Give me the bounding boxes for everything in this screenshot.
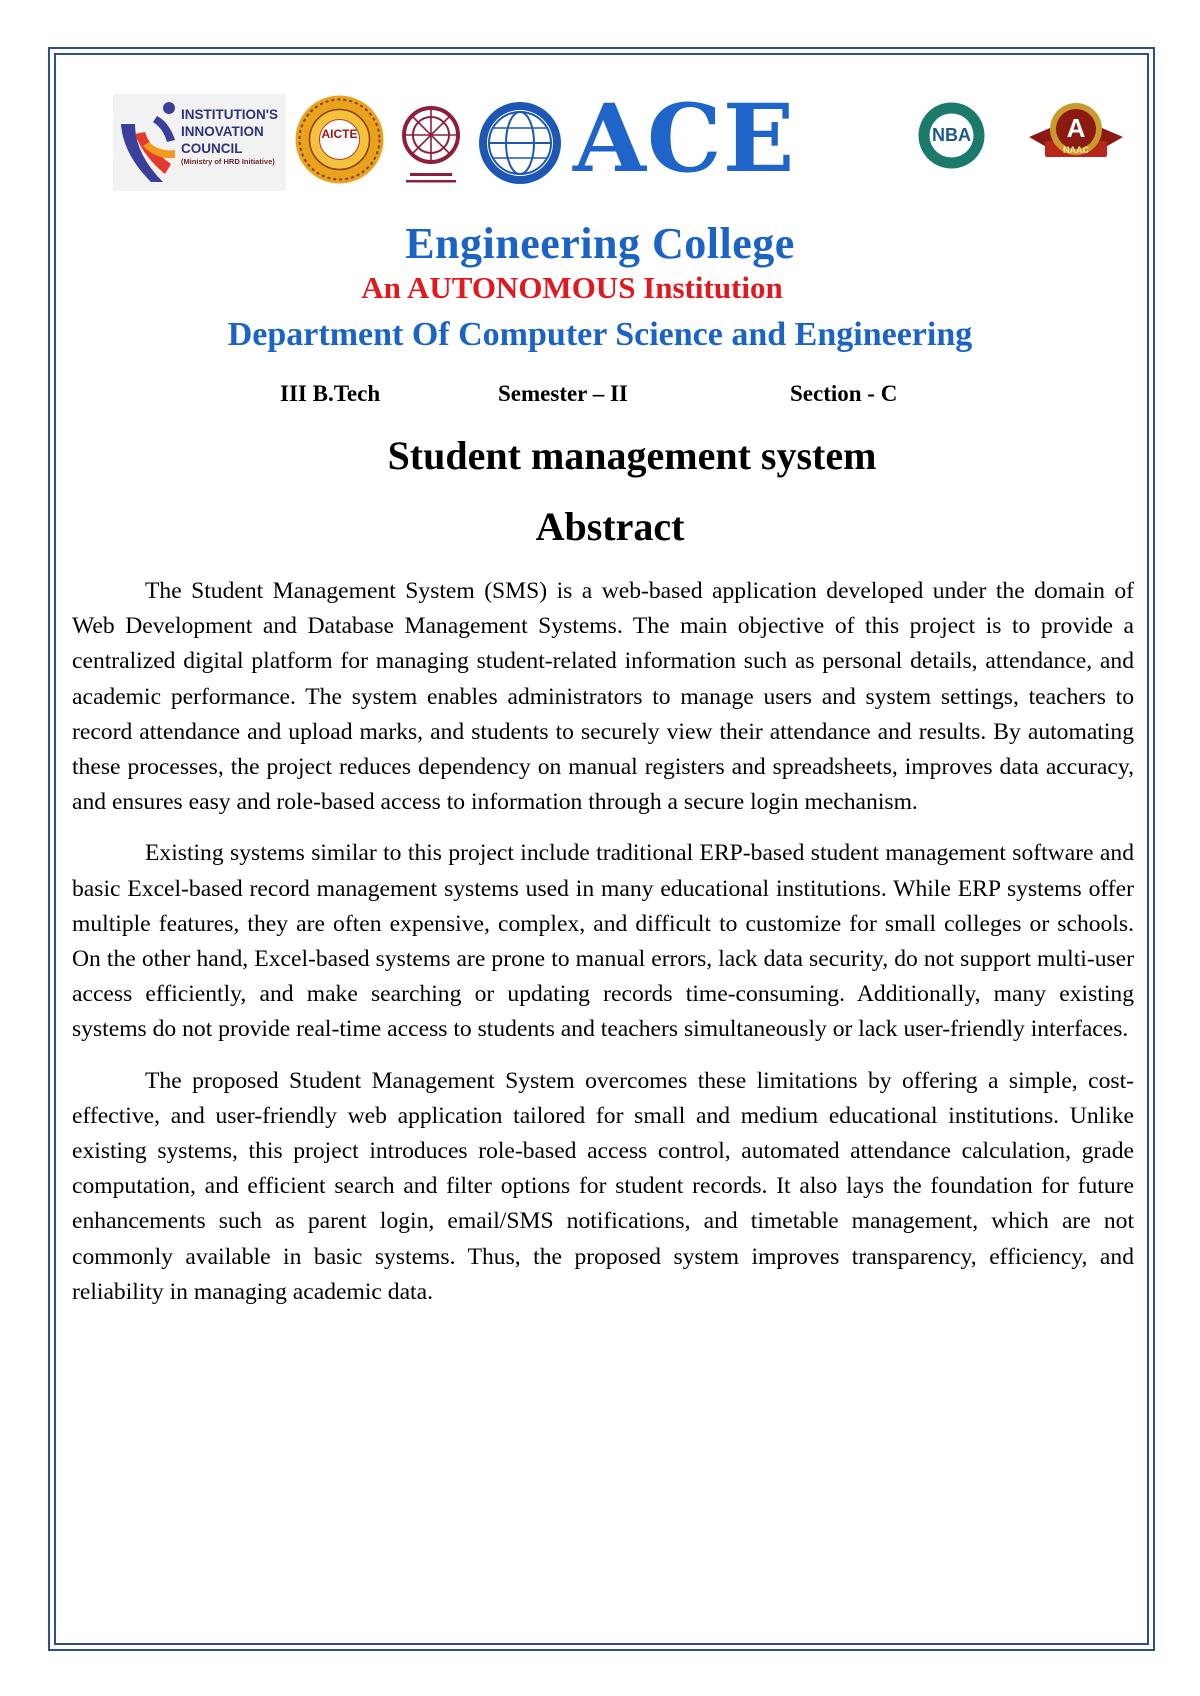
aicte-label: AICTE	[321, 127, 358, 141]
nba-logo	[917, 101, 986, 170]
abstract-paragraph-2: Existing systems similar to this project include traditional ERP-based student management software and basic Excel-based record management systems used in many educational institutions. While ERP systems offer multiple features, they are often expensive, complex, and difficult to customize for small colleges or schools. On the other hand, Excel-based systems are prone to manual errors, lack data security, do not support multi-user access efficiently, and make searching or updating records time-consuming. Additionally, many existing systems do not provide real-time access to students and teachers simultaneously or lack user-friendly interfaces.	[72, 840, 1134, 1043]
section-label: Section - C	[790, 381, 898, 406]
naac-logo	[1027, 101, 1125, 169]
abstract-paragraph-3: The proposed Student Management System overcomes these limitations by offering a simple, cost-effective, and user-friendly web application tailored for small and medium educational institutions. Unlike existing systems, this project introduces role-based access control, automated attendance calculation, grade computation, and efficient search and filter options for student records. It also lays the foundation for future enhancements such as parent login, email/SMS notifications, and timetable management, which are not commonly available in basic systems. Thus, the proposed system improves transparency, efficiency, and reliability in managing academic data.	[72, 1067, 1134, 1305]
iic-line4: (Ministry of HRD Initiative)	[181, 157, 275, 166]
year-label: III B.Tech	[280, 381, 381, 406]
semester-label: Semester – II	[498, 381, 628, 406]
iic-logo	[113, 94, 286, 191]
abstract-body	[72, 574, 1134, 1326]
nba-label: NBA	[932, 125, 971, 145]
autonomous-tagline: An AUTONOMOUS Institution	[361, 270, 783, 305]
iic-line1: INSTITUTION'S	[181, 107, 278, 122]
iic-line3: COUNCIL	[181, 141, 243, 156]
abstract-heading: Abstract	[535, 504, 685, 549]
college-brand: ACE	[573, 84, 796, 194]
aicte-logo	[294, 94, 385, 185]
abstract-paragraph-1: The Student Management System (SMS) is a web-based application developed under the domain of Web Development and Database Management Systems. The main objective of this project is to provide a centralized digital platform for managing student-related information such as personal details, attendance, and academic performance. The system enables administrators to manage users and system settings, teachers to record attendance and upload marks, and students to securely view their attendance and results. By automating these processes, the project reduces dependency on manual registers and spreadsheets, improves data accuracy, and ensures easy and role-based access to information through a secure login mechanism.	[72, 578, 1134, 816]
college-name: Engineering College	[405, 219, 795, 268]
naac-label: NAAC	[1063, 145, 1089, 155]
wheel-emblem-icon	[396, 103, 466, 189]
document-title: Student management system	[387, 433, 877, 478]
globe-logo	[476, 100, 564, 186]
ministry-emblem	[396, 103, 466, 189]
iic-line2: INNOVATION	[181, 124, 264, 139]
globe-seal-icon	[476, 100, 564, 186]
department-name: Department Of Computer Science and Engineering	[227, 316, 973, 353]
naac-grade: A	[1066, 113, 1086, 143]
